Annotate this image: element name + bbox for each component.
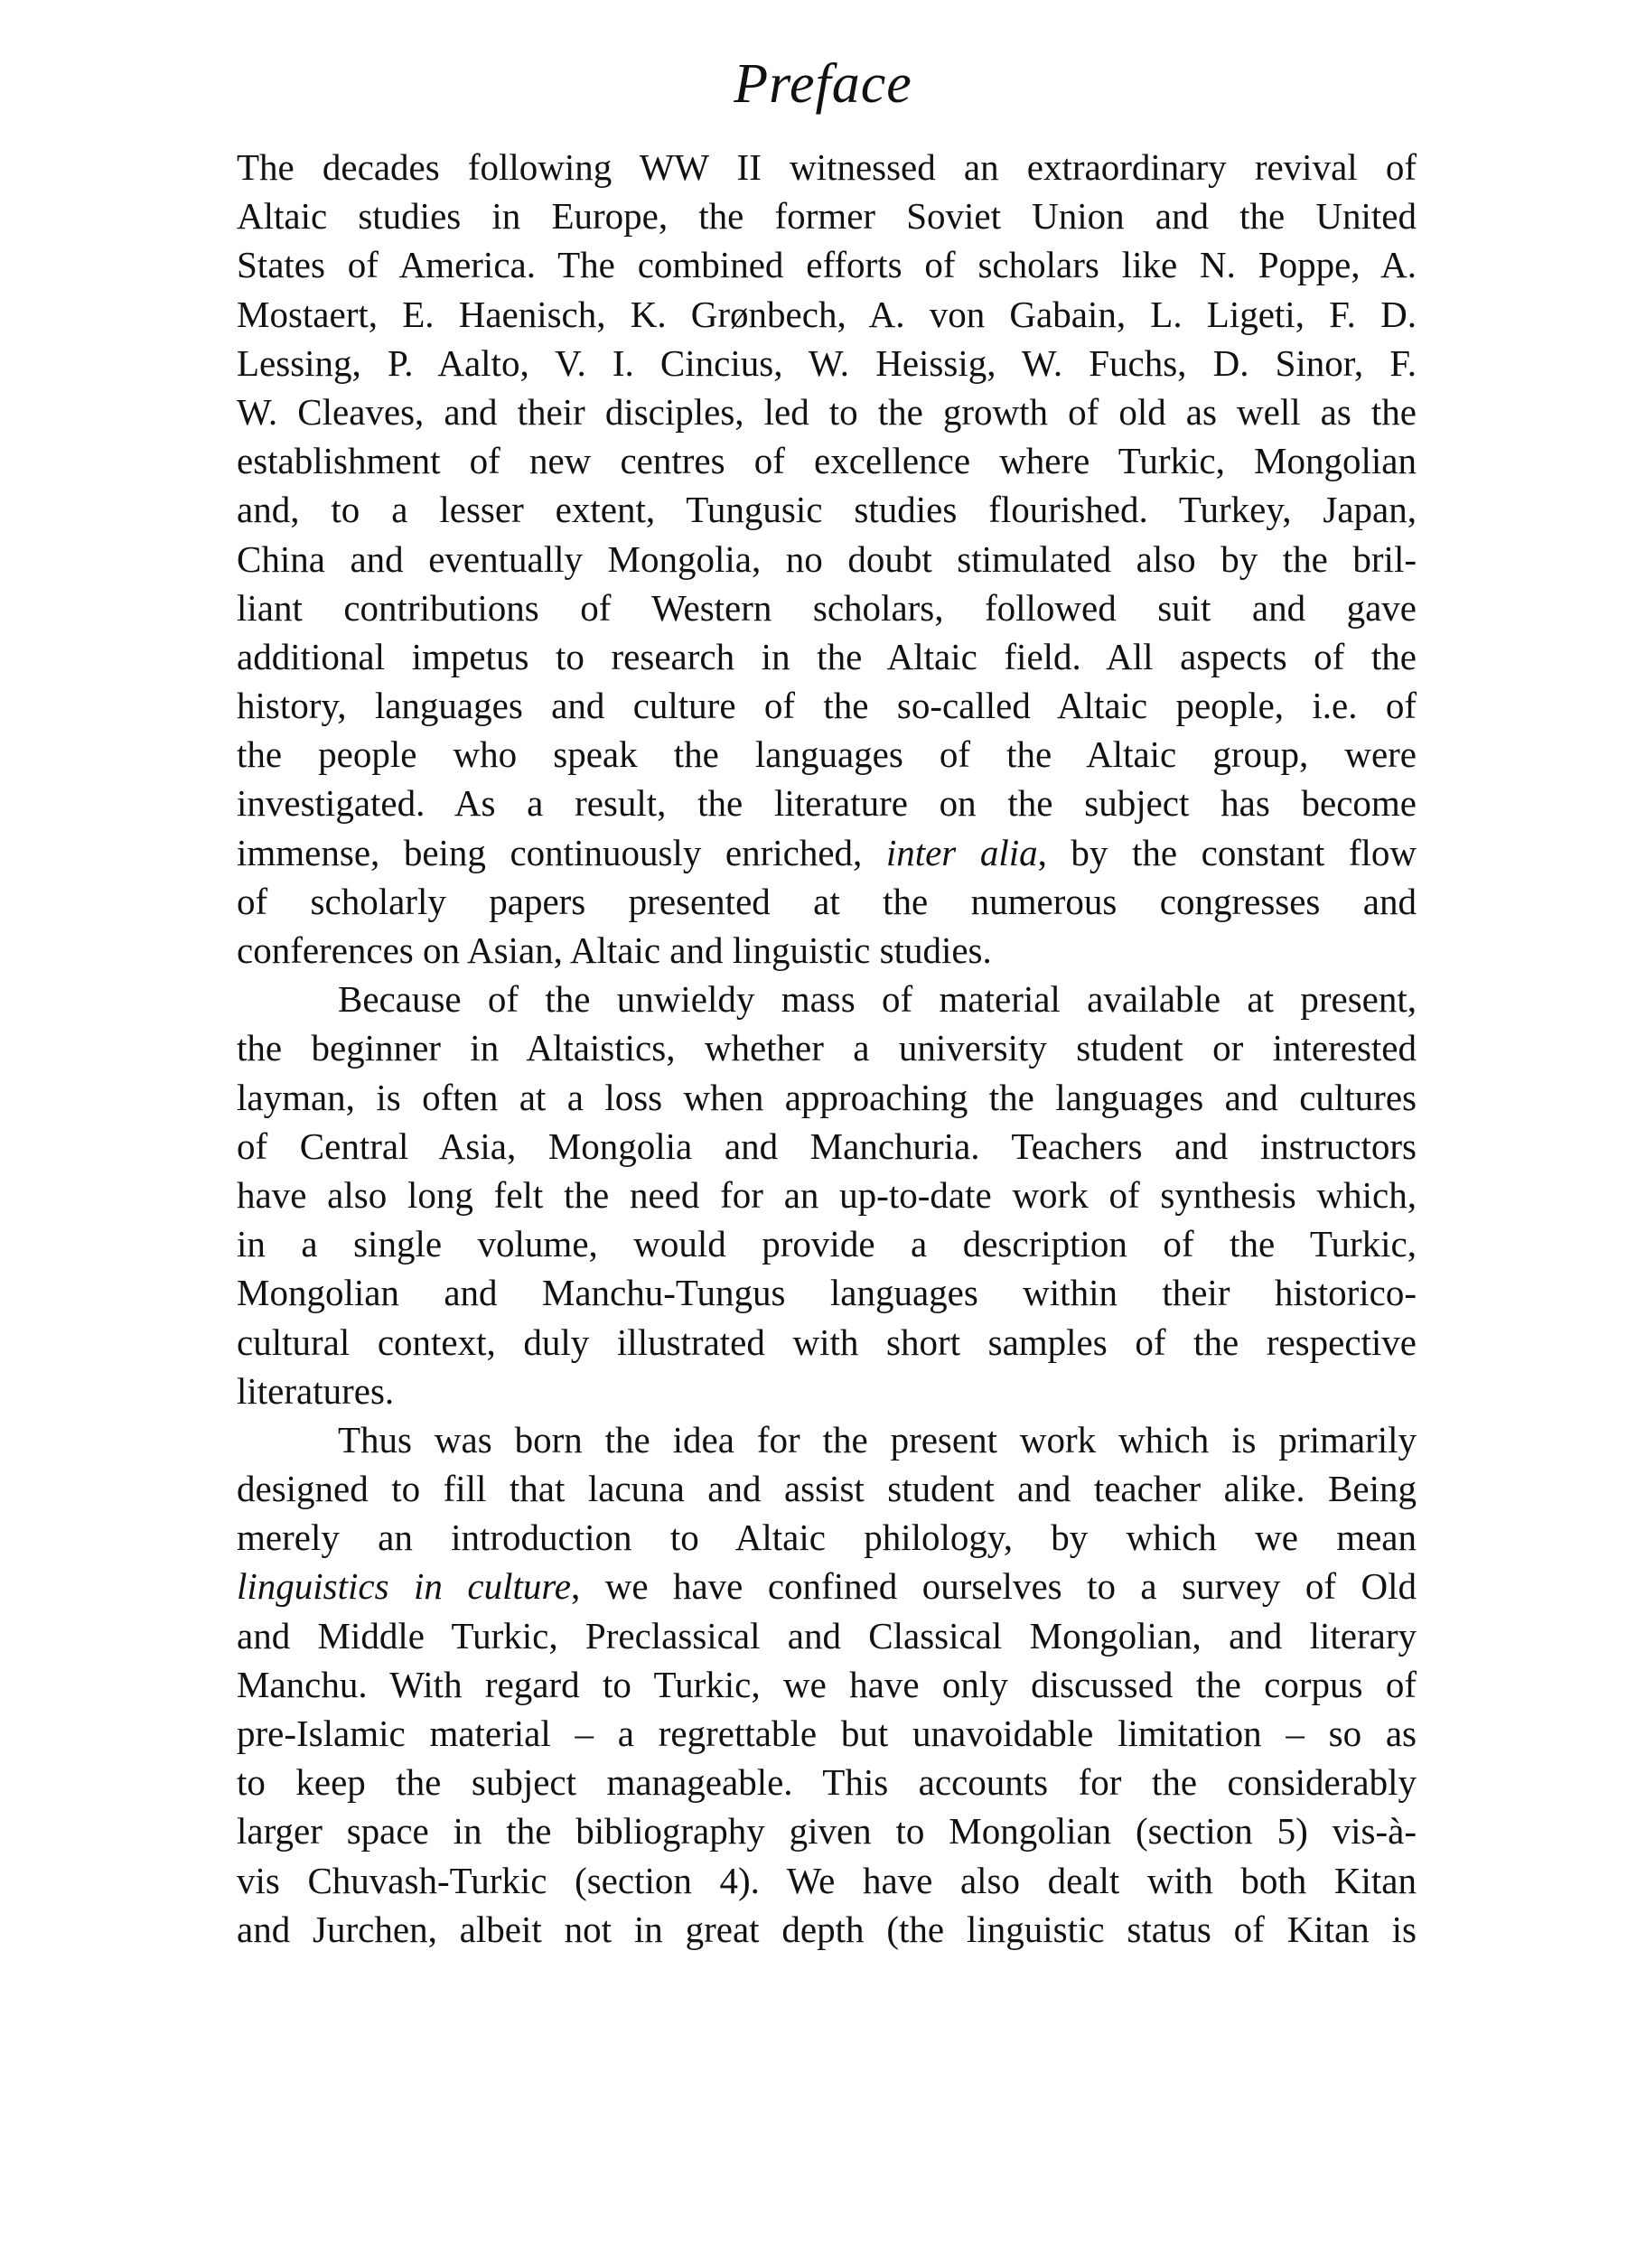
text-run: , by the constant flow — [1037, 831, 1417, 873]
text-line: The decades following WW II witnessed an extraordinary revival of — [237, 146, 1417, 188]
text-line: additional impetus to research in the Altaic field. All aspects of the — [237, 635, 1417, 677]
italic-term: inter alia — [885, 831, 1038, 873]
text-run: , we have confined ourselves to a survey of Old — [571, 1565, 1417, 1608]
text-line: liant contributions of Western scholars, followed suit and gave — [237, 586, 1417, 629]
text-line: merely an introduction to Altaic philology, by which we mean — [237, 1517, 1417, 1559]
text-line: have also long felt the need for an up-to-date work of synthesis which, — [237, 1173, 1417, 1216]
text-line: the beginner in Altaistics, whether a university student or interested — [237, 1027, 1417, 1069]
text-line — [237, 828, 1417, 877]
text-line: and Middle Turkic, Preclassical and Classical Mongolian, and literary — [237, 1614, 1417, 1657]
text-line: vis Chuvash-Turkic (section 4). We have also dealt with both Kitan — [237, 1859, 1417, 1901]
text-line: literatures. — [237, 1369, 395, 1412]
text-line: designed to fill that lacuna and assist student and teacher alike. Being — [237, 1468, 1417, 1510]
paragraph-1 — [237, 143, 1417, 975]
text-line: conferences on Asian, Altaic and linguistic studies. — [237, 929, 992, 971]
text-line: W. Cleaves, and their disciples, led to the growth of old as well as the — [237, 390, 1417, 433]
text-line: China and eventually Mongolia, no doubt stimulated also by the bril- — [237, 537, 1417, 580]
body-text — [237, 143, 1417, 1954]
text-line: the people who speak the languages of the Altaic group, were — [237, 733, 1417, 776]
text-line: Mongolian and Manchu-Tungus languages within their historico- — [237, 1272, 1417, 1314]
text-line: Thus was born the idea for the present work which is primarily — [338, 1418, 1417, 1461]
text-line: larger space in the bibliography given to Mongolian (section 5) vis-à- — [237, 1810, 1417, 1853]
text-line: and, to a lesser extent, Tungusic studies flourished. Turkey, Japan, — [237, 489, 1417, 531]
text-line: of scholarly papers presented at the numerous congresses and — [237, 880, 1417, 922]
text-line: layman, is often at a loss when approaching the languages and cultures — [237, 1076, 1417, 1118]
text-line: Lessing, P. Aalto, V. I. Cincius, W. Heissig, W. Fuchs, D. Sinor, F. — [237, 341, 1417, 384]
text-line: Because of the unwieldy mass of material available at present, — [338, 978, 1417, 1021]
text-line: investigated. As a result, the literature on the subject has become — [237, 782, 1417, 825]
italic-term: linguistics in culture — [237, 1565, 571, 1608]
text-line: Mostaert, E. Haenisch, K. Grønbech, A. von Gabain, L. Ligeti, F. D. — [237, 293, 1417, 335]
text-line: and Jurchen, albeit not in great depth (the linguistic status of Kitan is — [237, 1908, 1417, 1950]
paragraph-3 — [237, 1415, 1417, 1954]
text-line: Altaic studies in Europe, the former Soviet Union and the United — [237, 195, 1417, 238]
text-line: States of America. The combined efforts of scholars like N. Poppe, A. — [237, 244, 1417, 286]
text-line: in a single volume, would provide a description of the Turkic, — [237, 1223, 1417, 1265]
text-line: of Central Asia, Mongolia and Manchuria. Teachers and instructors — [237, 1125, 1417, 1167]
text-line: establishment of new centres of excellence where Turkic, Mongolian — [237, 440, 1417, 482]
page-title: Preface — [734, 53, 912, 115]
text-line: history, languages and culture of the so-called Altaic people, i.e. of — [237, 685, 1417, 727]
paragraph-2 — [237, 975, 1417, 1415]
text-line — [237, 1562, 1417, 1610]
text-line: to keep the subject manageable. This accounts for the considerably — [237, 1761, 1417, 1804]
text-line: pre-Islamic material – a regrettable but unavoidable limitation – so as — [237, 1713, 1417, 1754]
text-line: Manchu. With regard to Turkic, we have only discussed the corpus of — [237, 1663, 1417, 1705]
text-line: cultural context, duly illustrated with short samples of the respective — [237, 1321, 1417, 1363]
text-run: immense, being continuously enriched, — [237, 831, 863, 873]
